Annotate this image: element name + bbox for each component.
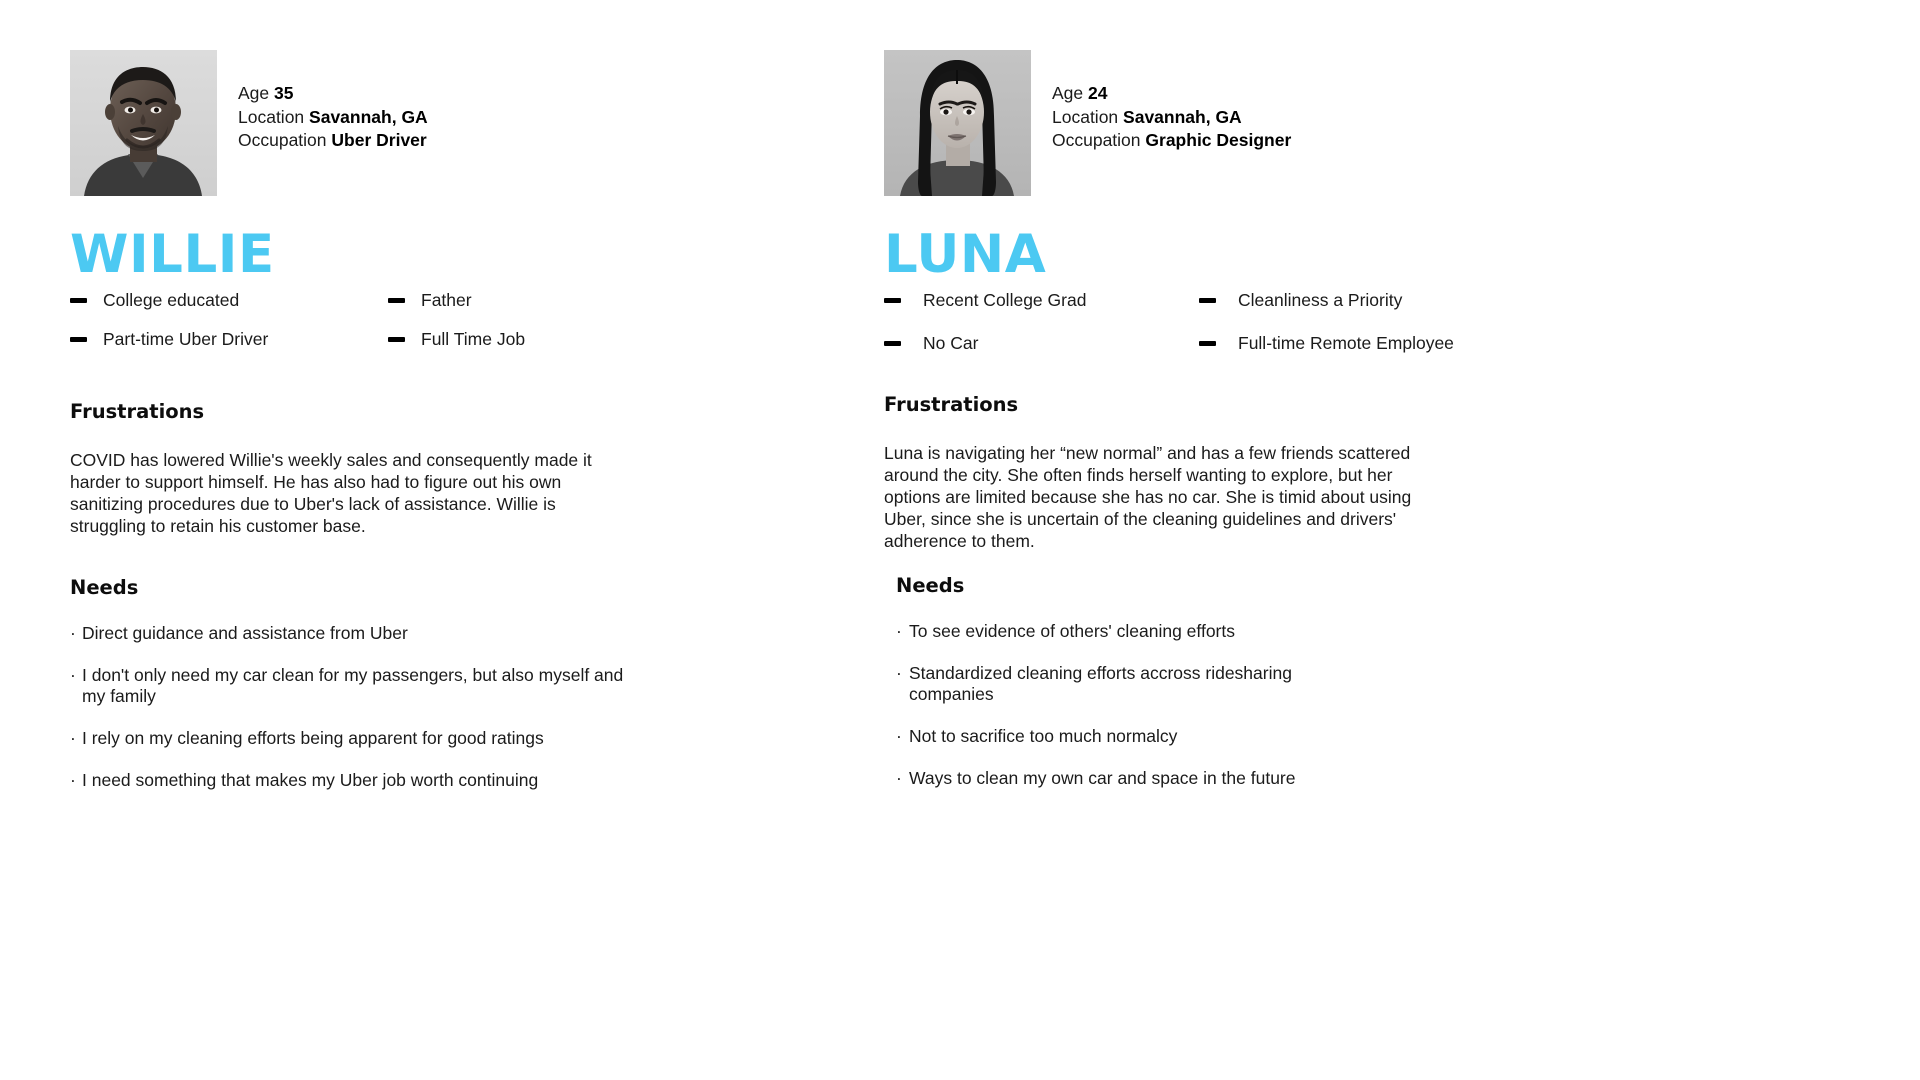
meta-label-occupation: Occupation <box>238 130 327 150</box>
dash-marker-icon <box>884 298 901 303</box>
dash-marker-icon <box>1199 341 1216 346</box>
attribute-label: College educated <box>103 290 240 310</box>
needs-heading: Needs <box>896 574 965 597</box>
meta-value-age: 24 <box>1088 83 1108 103</box>
attribute-item <box>388 329 860 350</box>
need-text: Ways to clean my own car and space in the future <box>909 768 1296 788</box>
list-item <box>896 621 1366 642</box>
persona-card-luna <box>884 0 1714 1080</box>
need-text: Not to sacrifice too much normalcy <box>909 726 1178 746</box>
meta-row-age <box>1052 82 1291 106</box>
needs-section <box>896 574 1516 810</box>
attribute-item <box>884 290 1199 311</box>
need-text: I rely on my cleaning efforts being apparent for good ratings <box>82 728 544 748</box>
dash-marker-icon <box>388 337 405 342</box>
dash-marker-icon <box>388 298 405 303</box>
need-text: Direct guidance and assistance from Uber <box>82 623 408 643</box>
persona-meta <box>1052 82 1291 153</box>
persona-name-willie: WILLIE <box>70 224 275 285</box>
list-item <box>896 663 1366 705</box>
bullet-dot-icon: · <box>70 623 76 643</box>
attribute-item <box>1199 290 1674 311</box>
attribute-item <box>1199 333 1674 354</box>
bullet-dot-icon: · <box>70 770 76 790</box>
meta-label-age: Age <box>1052 83 1084 103</box>
list-item <box>70 665 630 707</box>
attribute-label: No Car <box>923 333 979 353</box>
meta-row-location <box>1052 106 1291 130</box>
persona-meta <box>238 82 428 153</box>
attribute-item <box>70 329 388 350</box>
list-item <box>70 770 630 791</box>
frustrations-section <box>70 400 630 537</box>
frustrations-heading: Frustrations <box>70 400 205 423</box>
persona-attributes <box>884 290 1674 354</box>
persona-attributes <box>70 290 860 350</box>
dash-marker-icon <box>70 298 87 303</box>
list-item <box>70 728 630 749</box>
dash-marker-icon <box>70 337 87 342</box>
meta-value-occupation: Graphic Designer <box>1145 130 1292 150</box>
dash-marker-icon <box>884 341 901 346</box>
meta-value-occupation: Uber Driver <box>331 130 427 150</box>
meta-label-location: Location <box>238 106 305 127</box>
meta-value-age: 35 <box>274 83 294 103</box>
persona-card-willie <box>70 0 900 1080</box>
attribute-item <box>70 290 388 311</box>
bullet-dot-icon: · <box>896 621 902 641</box>
frustrations-body: COVID has lowered Willie's weekly sales and consequently made it harder to support himself. He has also had to figure out his own sanitizing procedures due to Uber's lack of assistance. Willie is struggling to retain his customer base. <box>70 450 592 536</box>
meta-value-location: Savannah, GA <box>1123 106 1242 127</box>
meta-label-occupation: Occupation <box>1052 130 1141 150</box>
attribute-label: Part-time Uber Driver <box>103 329 269 349</box>
frustrations-body: Luna is navigating her “new normal” and has a few friends scattered around the city. She often finds herself wanting to explore, but her options are limited because she has no car. She is timid about using Uber, since she is uncertain of the cleaning guidelines and drivers' adherence to them. <box>884 443 1412 551</box>
need-text: I need something that makes my Uber job worth continuing <box>82 770 539 790</box>
need-text: I don't only need my car clean for my passengers, but also myself and my family <box>82 665 624 706</box>
attribute-label: Full-time Remote Employee <box>1238 333 1454 353</box>
bullet-dot-icon: · <box>70 728 76 748</box>
meta-row-occupation <box>238 129 428 153</box>
bullet-dot-icon: · <box>896 726 902 746</box>
portrait-photo-willie <box>70 50 217 196</box>
meta-row-location <box>238 106 428 130</box>
needs-heading: Needs <box>70 576 139 599</box>
attribute-label: Cleanliness a Priority <box>1238 290 1403 310</box>
needs-list <box>70 623 690 791</box>
attribute-item <box>388 290 860 311</box>
attribute-label: Recent College Grad <box>923 290 1087 310</box>
list-item <box>896 768 1366 789</box>
attribute-label: Full Time Job <box>421 329 526 349</box>
bullet-dot-icon: · <box>896 663 902 683</box>
portrait-photo-luna <box>884 50 1031 196</box>
list-item <box>896 726 1366 747</box>
attribute-label: Father <box>421 290 472 310</box>
needs-list <box>896 621 1516 789</box>
meta-row-occupation <box>1052 129 1291 153</box>
persona-header <box>884 0 1714 200</box>
meta-label-location: Location <box>1052 106 1119 127</box>
frustrations-heading: Frustrations <box>884 393 1019 416</box>
meta-row-age <box>238 82 428 106</box>
needs-section <box>70 576 690 812</box>
need-text: Standardized cleaning efforts accross ridesharing companies <box>909 663 1292 704</box>
persona-header <box>70 0 900 200</box>
frustrations-section <box>884 393 1444 552</box>
meta-value-location: Savannah, GA <box>309 106 428 127</box>
meta-label-age: Age <box>238 83 270 103</box>
list-item <box>70 623 630 644</box>
bullet-dot-icon: · <box>70 665 76 685</box>
bullet-dot-icon: · <box>896 768 902 788</box>
persona-name-luna: LUNA <box>884 224 1047 285</box>
dash-marker-icon <box>1199 298 1216 303</box>
attribute-item <box>884 333 1199 354</box>
need-text: To see evidence of others' cleaning efforts <box>909 621 1235 641</box>
